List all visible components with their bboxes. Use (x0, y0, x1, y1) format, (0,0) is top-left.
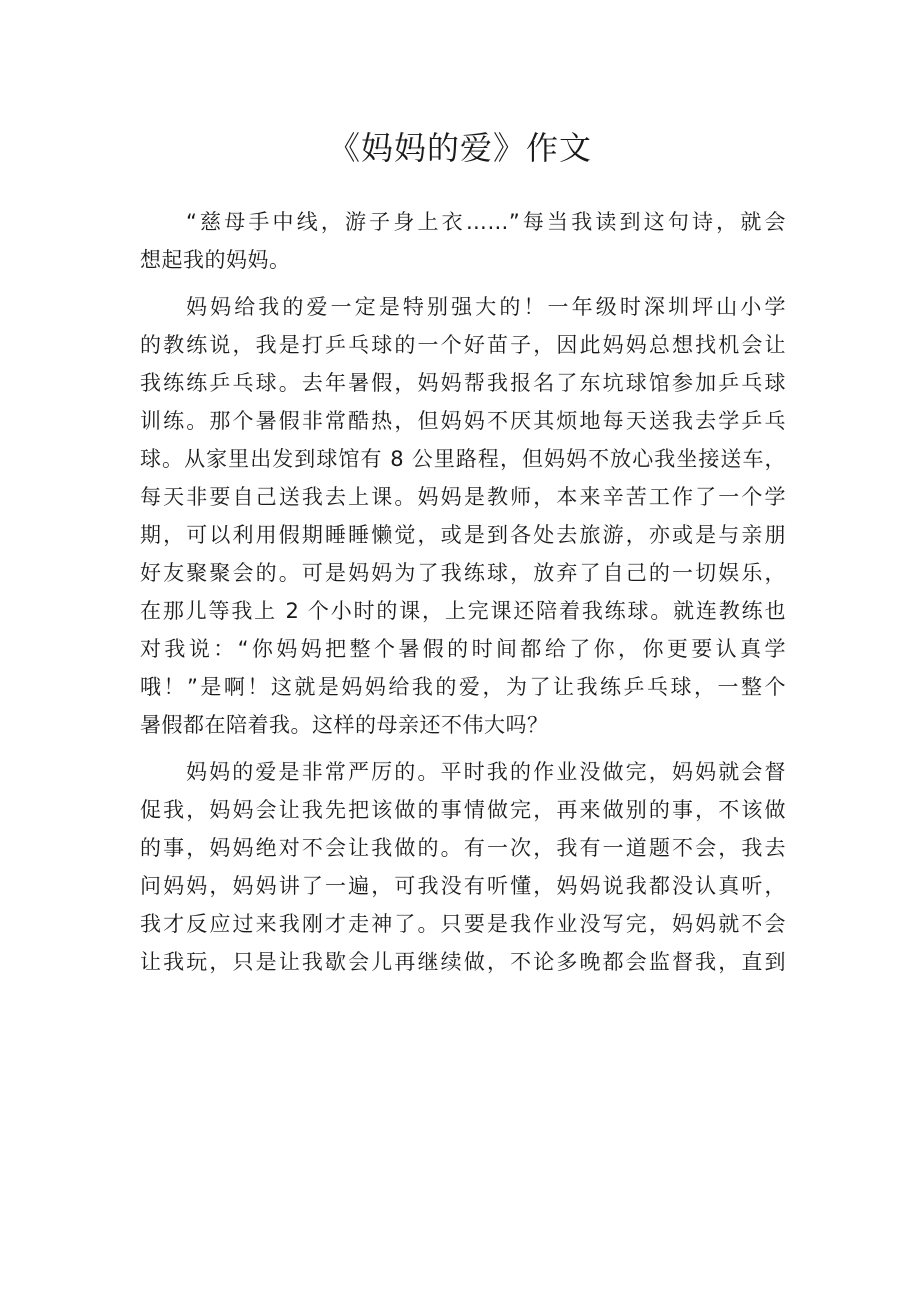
document-title: 《妈妈的爱》作文 (327, 129, 592, 167)
paragraph (140, 753, 786, 981)
text-line: 哦！”是啊！这就是妈妈给我的爱，为了让我练乒乓球，一整个 (140, 675, 786, 699)
text-line: 妈妈的爱是非常严厉的。平时我的作业没做完，妈妈就会督 (186, 760, 786, 784)
text-line: 促我，妈妈会让我先把该做的事情做完，再来做别的事，不该做 (140, 798, 786, 822)
text-line: 好友聚聚会的。可是妈妈为了我练球，放弃了自己的一切娱乐， (140, 561, 786, 585)
text-line: 在那儿等我上 2 个小时的课，上完课还陪着我练球。就连教练也 (140, 599, 786, 623)
text-line: 期，可以利用假期睡睡懒觉，或是到各处去旅游，亦或是与亲朋 (140, 523, 786, 547)
document-body (140, 203, 786, 990)
text-line: 暑假都在陪着我。这样的母亲还不伟大吗？ (140, 713, 549, 737)
paragraph (140, 203, 786, 279)
text-line: 球。从家里出发到球馆有 8 公里路程，但妈妈不放心我坐接送车， (140, 447, 786, 471)
text-line: 想起我的妈妈。 (140, 248, 291, 272)
text-line: 让我玩，只是让我歇会儿再继续做，不论多晚都会监督我，直到 (140, 950, 786, 974)
paragraph (140, 288, 786, 744)
text-line: 每天非要自己送我去上课。妈妈是教师，本来辛苦工作了一个学 (140, 485, 786, 509)
text-line: 的教练说，我是打乒乓球的一个好苗子，因此妈妈总想找机会让 (140, 333, 786, 357)
text-line: 的事，妈妈绝对不会让我做的。有一次，我有一道题不会，我去 (140, 836, 786, 860)
text-line: 问妈妈，妈妈讲了一遍，可我没有听懂，妈妈说我都没认真听， (140, 874, 786, 898)
text-line: 我练练乒乓球。去年暑假，妈妈帮我报名了东坑球馆参加乒乓球 (140, 371, 786, 395)
text-line: 对我说：“你妈妈把整个暑假的时间都给了你，你更要认真学 (140, 637, 786, 661)
text-line: 妈妈给我的爱一定是特别强大的！一年级时深圳坪山小学 (186, 295, 786, 319)
text-line: “慈母手中线，游子身上衣……”每当我读到这句诗，就会 (186, 210, 786, 234)
text-line: 训练。那个暑假非常酷热，但妈妈不厌其烦地每天送我去学乒乓 (140, 409, 786, 433)
text-line: 我才反应过来我刚才走神了。只要是我作业没写完，妈妈就不会 (140, 912, 786, 936)
